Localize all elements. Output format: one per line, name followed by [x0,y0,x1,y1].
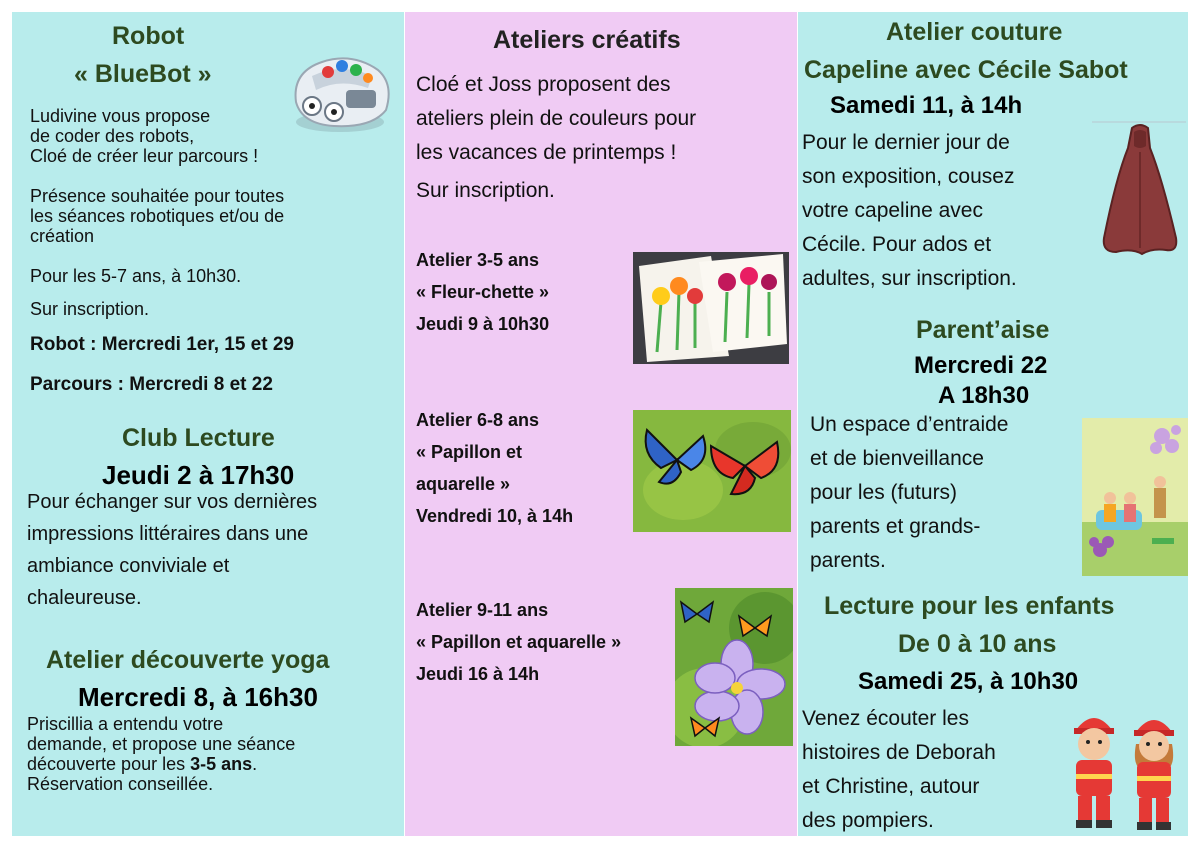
yoga-text-line: Priscillia a entendu votre [27,714,224,734]
ateliers-intro-line: Cloé et Joss proposent des [416,73,671,96]
robot-presence-line: création [30,226,95,246]
parentaise-illustration [1082,418,1188,576]
papillon-image [633,410,791,532]
robot-inscription: Sur inscription. [30,299,150,319]
middle-column [405,12,797,836]
couture-text [802,126,1092,296]
yoga-text-line [27,754,401,774]
ateliers-inscription: Sur inscription. [416,179,555,202]
couture-text-line: son exposition, cousez [802,165,1015,188]
yoga-text-line: Réservation conseillée. [27,774,214,794]
parentaise-date-line1: Mercredi 22 [914,352,1048,379]
couture-date: Samedi 11, à 14h [830,92,1023,119]
robot-intro [30,106,360,166]
robot-intro-line: de coder des robots, [30,126,195,146]
parentaise-text-line: parents et grands- [810,515,981,538]
lecture-text-line: et Christine, autour [802,775,980,798]
robot-title-line1: Robot [112,22,185,50]
club-text-line: impressions littéraires dans une [27,523,309,545]
workshop-name: aquarelle » [416,474,511,494]
workshop-3 [416,594,691,690]
robot-intro-line: Ludivine vous propose [30,106,211,126]
couture-title-line2: Capeline avec Cécile Sabot [804,56,1128,84]
robot-ages: Pour les 5-7 ans, à 10h30. [30,266,242,286]
lecture-title-line2: De 0 à 10 ans [898,630,1057,658]
lecture-date: Samedi 25, à 10h30 [858,668,1079,695]
couture-text-line: Cécile. Pour ados et [802,233,992,256]
yoga-text [27,714,401,794]
robot-presence-line: les séances robotiques et/ou de [30,206,285,226]
papillon-aquarelle-image [675,588,793,746]
parentaise-text-line: pour les (futurs) [810,481,958,504]
fleur-chette-image [633,252,789,364]
couture-title-line1: Atelier couture [886,18,1063,46]
yoga-text-segment: découverte pour les [27,754,191,774]
right-column [798,12,1188,836]
robot-title-line2: « BlueBot » [74,60,212,88]
couture-text-line: adultes, sur inscription. [802,267,1017,290]
club-lecture-title: Club Lecture [122,424,275,452]
workshop-age: Atelier 9-11 ans [416,600,549,620]
robot-presence [30,186,400,246]
robot-intro-line: Cloé de créer leur parcours ! [30,146,259,166]
lecture-text-line: histoires de Deborah [802,741,996,764]
yoga-text-line: demande, et propose une séance [27,734,296,754]
lecture-text-line: des pompiers. [802,809,934,832]
workshop-age: Atelier 3-5 ans [416,250,540,270]
couture-text-line: votre capeline avec [802,199,983,222]
lecture-text-line: Venez écouter les [802,707,969,730]
yoga-date: Mercredi 8, à 16h30 [78,682,318,712]
workshop-2 [416,404,636,532]
capeline-image [1092,118,1186,264]
club-text-line: Pour échanger sur vos dernières [27,491,318,513]
parentaise-text-line: Un espace d’entraide [810,413,1009,436]
ateliers-title: Ateliers créatifs [493,26,681,54]
workshop-date: Vendredi 10, à 14h [416,506,574,526]
couture-text-line: Pour le dernier jour de [802,131,1010,154]
parentaise-text-line: parents. [810,549,886,572]
workshop-date: Jeudi 16 à 14h [416,664,540,684]
workshop-name: « Papillon et aquarelle » [416,632,622,652]
robot-presence-line: Présence souhaitée pour toutes [30,186,285,206]
club-text-line: chaleureuse. [27,587,142,609]
club-lecture-date: Jeudi 2 à 17h30 [102,460,295,490]
workshop-age: Atelier 6-8 ans [416,410,540,430]
club-text-line: ambiance conviviale et [27,555,230,577]
parentaise-date-line2: A 18h30 [938,382,1030,409]
ateliers-intro [416,68,791,170]
robot-dates: Robot : Mercredi 1er, 15 et 29 [30,334,294,355]
lecture-title-line1: Lecture pour les enfants [824,592,1115,620]
workshop-1 [416,244,636,340]
parentaise-text [810,408,1080,578]
ateliers-intro-line: ateliers plein de couleurs pour [416,107,697,130]
pompiers-illustration [1064,702,1186,832]
workshop-date: Jeudi 9 à 10h30 [416,314,550,334]
workshop-name: « Fleur-chette » [416,282,550,302]
left-column [12,12,404,836]
parcours-dates: Parcours : Mercredi 8 et 22 [30,374,273,395]
workshop-name: « Papillon et [416,442,523,462]
yoga-age-bold: 3-5 ans [190,754,253,774]
yoga-title: Atelier découverte yoga [46,646,330,674]
parentaise-title: Parent’aise [916,316,1050,344]
lecture-text [802,702,1062,836]
ateliers-intro-line: les vacances de printemps ! [416,141,677,164]
yoga-text-segment: . [252,754,258,774]
parentaise-text-line: et de bienveillance [810,447,984,470]
club-lecture-text [27,486,399,614]
